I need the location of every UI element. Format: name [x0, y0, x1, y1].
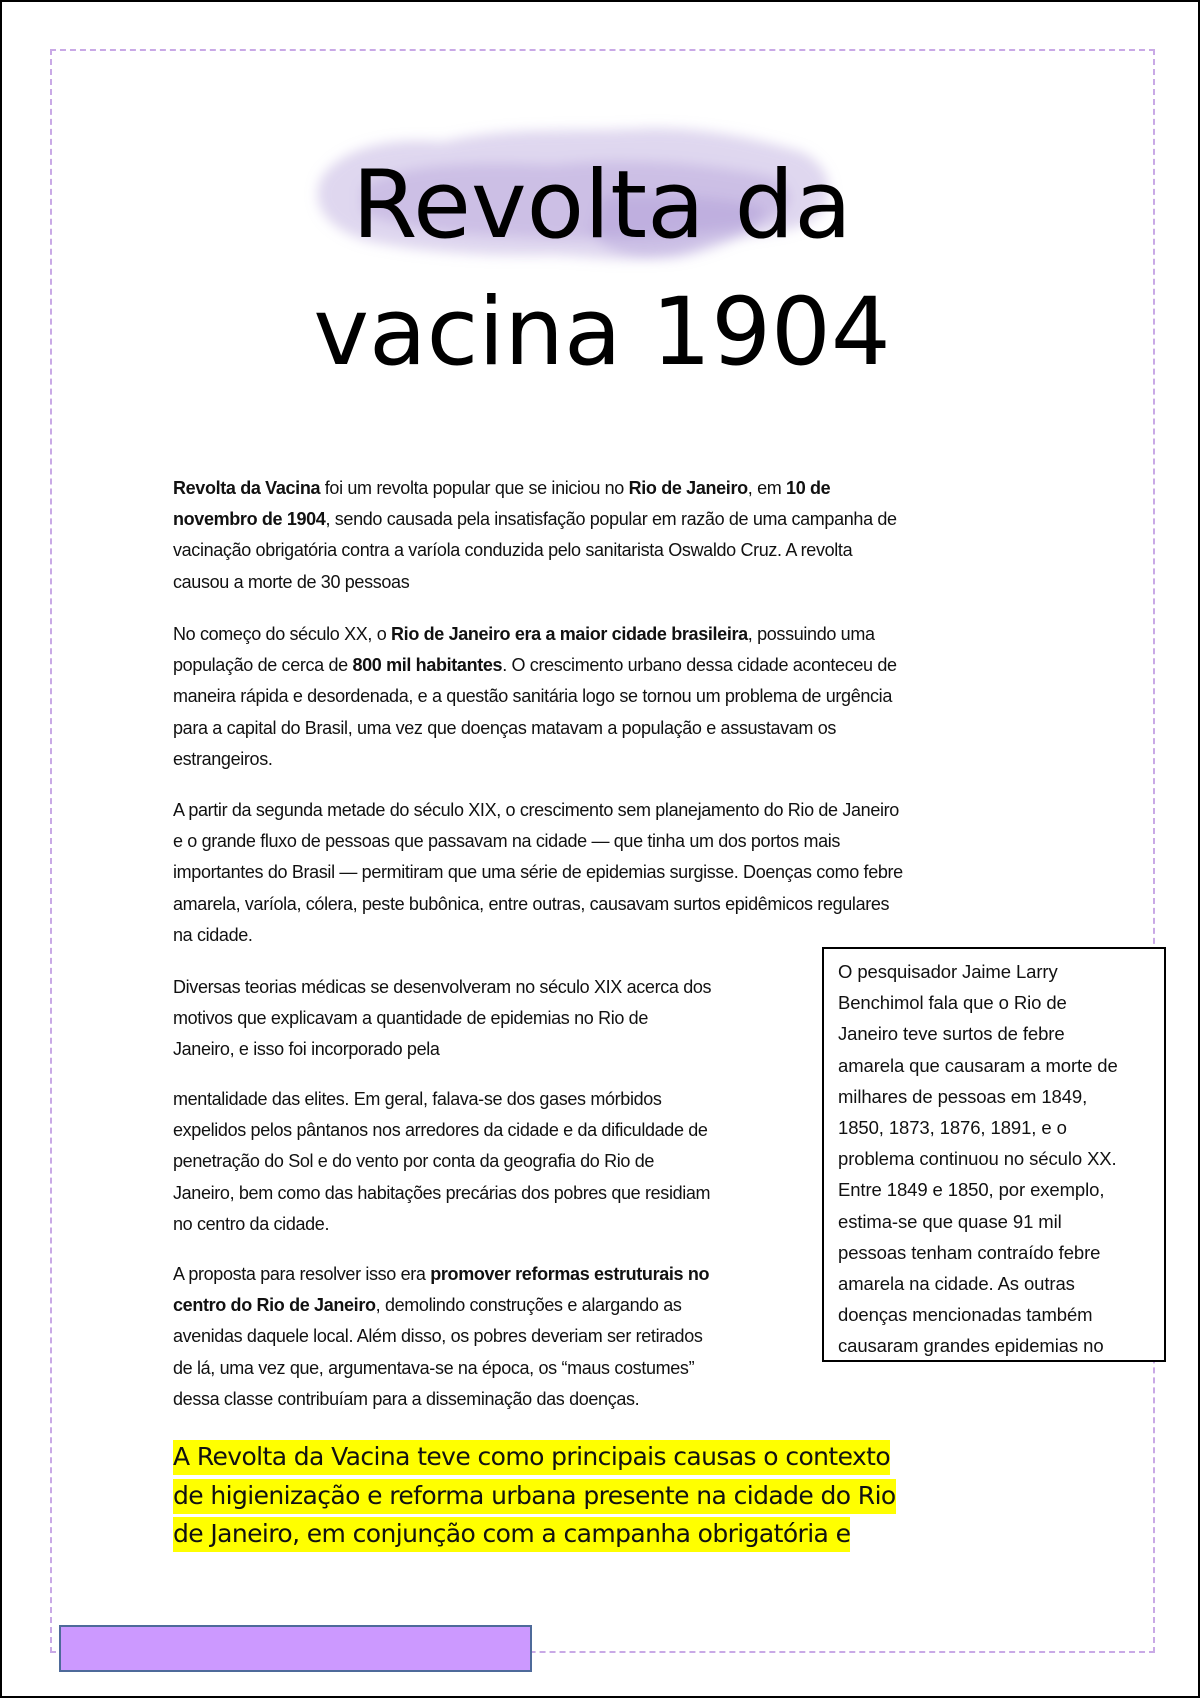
text-line — [173, 1146, 710, 1177]
text-run: importantes do Brasil — permitiram que uma série de epidemias surgisse. Doenças como febre — [173, 862, 903, 883]
highlighted-text: A Revolta da Vacina teve como principais causas o contexto — [173, 1440, 890, 1475]
sidebar-line: O pesquisador Jaime Larry — [838, 961, 1058, 982]
text-run: No começo do século XX, o — [173, 624, 392, 644]
sidebar-line: Janeiro teve surtos de febre — [838, 1023, 1065, 1045]
text-line — [173, 1003, 711, 1034]
text-run: população de cerca de — [173, 655, 353, 676]
text-line — [173, 826, 903, 857]
text-run: e o grande fluxo de pessoas que passavam na cidade — que tinha um dos portos mais — [173, 831, 841, 852]
sidebar-line: milhares de pessoas em 1849, — [838, 1085, 1088, 1107]
text-line — [173, 1353, 709, 1384]
text-run: expelidos pelos pântanos nos arredores da cidade e da dificuldade de — [173, 1120, 708, 1141]
highlight-line — [173, 1438, 896, 1477]
text-line — [173, 920, 903, 951]
text-run: Diversas teorias médicas se desenvolveram no século XIX acerca dos — [173, 977, 712, 997]
text-run: de lá, uma vez que, argumentava-se na época, os “maus costumes” — [173, 1357, 695, 1378]
text-run: Janeiro, e isso foi incorporado pela — [173, 1039, 440, 1060]
bold-text: Rio de Janeiro era a maior cidade brasileira — [391, 624, 748, 644]
text-run: penetração do Sol e do vento por conta da geografia do Rio de — [173, 1151, 655, 1172]
sidebar-text-box — [822, 947, 1166, 1362]
text-line — [173, 795, 903, 826]
bold-text: promover reformas estruturais no — [430, 1264, 710, 1284]
text-line — [173, 857, 903, 888]
text-line — [173, 1259, 709, 1290]
text-run: causou a morte de 30 pessoas — [173, 571, 410, 592]
sidebar-line: causaram grandes epidemias no — [838, 1335, 1104, 1357]
text-run: A proposta para resolver isso era — [173, 1264, 431, 1284]
sidebar-line: amarela que causaram a morte de — [838, 1054, 1118, 1076]
text-line — [173, 567, 897, 598]
sidebar-text — [838, 956, 1118, 1361]
text-run: A partir da segunda metade do século XIX, o crescimento sem planejamento do Rio de Janeiro — [173, 800, 899, 820]
sidebar-line: 1850, 1873, 1876, 1891, e o — [838, 1116, 1067, 1138]
text-line — [173, 972, 711, 1003]
text-line — [173, 504, 897, 535]
text-run: amarela, varíola, cólera, peste bubônica, entre outras, causavam surtos epidêmicos regulares — [173, 893, 890, 914]
sidebar-line: pessoas tenham contraído febre — [838, 1241, 1101, 1263]
text-line — [173, 1384, 709, 1415]
text-run: , sendo causada pela insatisfação popular em razão de uma campanha de — [325, 509, 897, 530]
text-run: maneira rápida e desordenada, e a questão sanitária logo se tornou um problema de urgência — [173, 686, 892, 707]
text-line — [173, 1115, 710, 1146]
sidebar-line: amarela na cidade. As outras — [838, 1272, 1075, 1294]
sidebar-line: Benchimol fala que o Rio de — [838, 992, 1067, 1014]
text-line — [173, 619, 897, 650]
text-line — [173, 1321, 709, 1352]
sidebar-line: problema continuou no século XX. — [838, 1148, 1117, 1170]
sidebar-line: Entre 1849 e 1850, por exemplo, — [838, 1179, 1105, 1201]
sidebar-line: estima-se que quase 91 mil — [838, 1210, 1062, 1232]
text-run: foi um revolta popular que se iniciou no — [320, 478, 629, 498]
title-line: vacina 1904 — [313, 278, 891, 387]
text-line — [173, 1034, 711, 1065]
highlight-line — [173, 1515, 896, 1554]
text-run: . O crescimento urbano dessa cidade aconteceu de — [502, 655, 897, 676]
document-title — [252, 142, 952, 396]
paragraph-teorias-medicas — [173, 972, 711, 1066]
text-line — [173, 473, 897, 504]
text-run: para a capital do Brasil, uma vez que doenças matavam a população e assustavam os — [173, 717, 837, 738]
text-run: , em — [747, 478, 787, 498]
text-run: na cidade. — [173, 924, 253, 945]
highlight-line — [173, 1477, 896, 1516]
text-line — [173, 1209, 710, 1240]
footer-color-bar — [59, 1625, 532, 1672]
text-line — [173, 1178, 710, 1209]
text-line — [173, 713, 897, 744]
sidebar-line: doenças mencionadas também — [838, 1304, 1093, 1326]
text-run: , demolindo construções e alargando as — [375, 1295, 682, 1316]
text-run: motivos que explicavam a quantidade de epidemias no Rio de — [173, 1008, 649, 1029]
paragraph-epidemias — [173, 795, 903, 951]
paragraph-intro — [173, 473, 897, 598]
text-run: dessa classe contribuíam para a disseminação das doenças. — [173, 1388, 640, 1409]
text-line — [173, 681, 897, 712]
text-line — [173, 1084, 710, 1115]
bold-text: Rio de Janeiro — [628, 478, 748, 498]
text-run: no centro da cidade. — [173, 1213, 330, 1234]
paragraph-seculo-xx — [173, 619, 897, 775]
bold-text: Revolta da Vacina — [173, 478, 321, 498]
paragraph-proposta — [173, 1259, 709, 1415]
title-line: Revolta da — [352, 151, 852, 260]
highlighted-conclusion — [173, 1438, 896, 1554]
text-line — [173, 889, 903, 920]
text-line — [173, 1290, 709, 1321]
text-run: , possuindo uma — [747, 624, 875, 644]
text-run: avenidas daquele local. Além disso, os pobres deveriam ser retirados — [173, 1326, 703, 1347]
text-run: vacinação obrigatória contra a varíola conduzida pelo sanitarista Oswaldo Cruz. A revolta — [173, 540, 853, 561]
text-run: estrangeiros. — [173, 748, 273, 769]
text-run: Janeiro, bem como das habitações precárias dos pobres que residiam — [173, 1182, 711, 1203]
bold-text: centro do Rio de Janeiro — [173, 1295, 376, 1316]
highlighted-text: de Janeiro, em conjunção com a campanha obrigatória e — [173, 1517, 850, 1552]
bold-text: 10 de — [786, 478, 831, 498]
bold-text: novembro de 1904 — [173, 509, 326, 530]
text-line — [173, 744, 897, 775]
bold-text: 800 mil habitantes — [352, 655, 503, 676]
text-run: mentalidade das elites. Em geral, falava-se dos gases mórbidos — [173, 1089, 662, 1109]
text-line — [173, 650, 897, 681]
highlighted-text: de higienização e reforma urbana presente na cidade do Rio — [173, 1479, 896, 1514]
text-line — [173, 535, 897, 566]
paragraph-mentalidade — [173, 1084, 710, 1240]
